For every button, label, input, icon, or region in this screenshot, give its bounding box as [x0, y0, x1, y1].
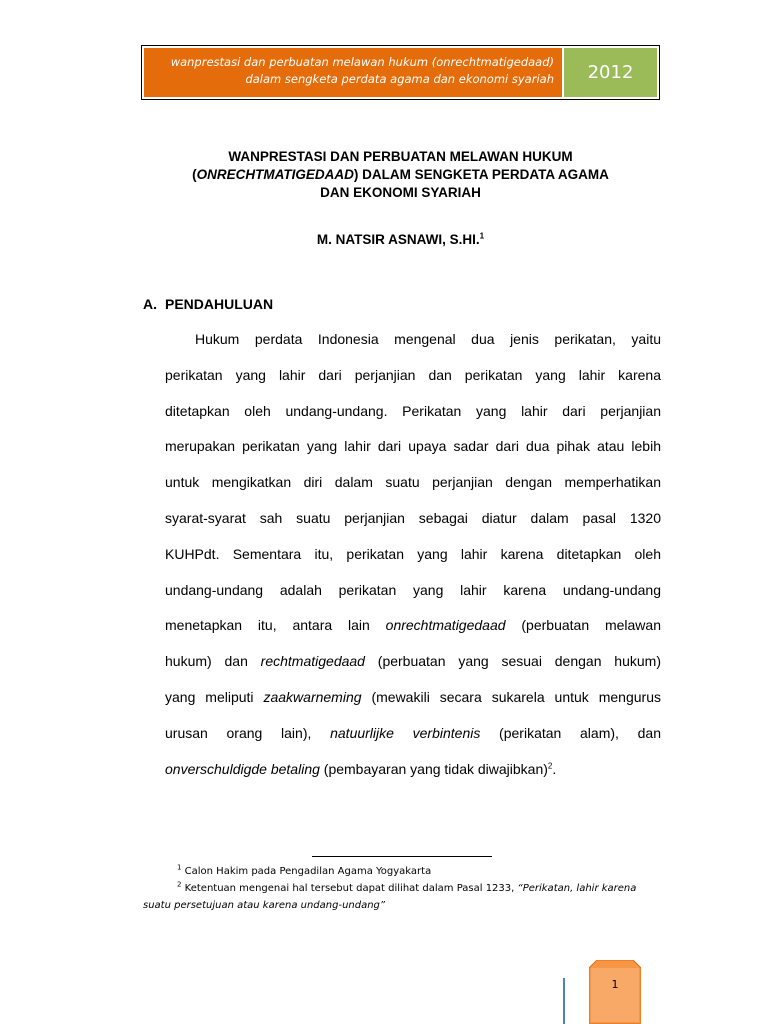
italic-term: natuurlijke verbintenis [330, 724, 481, 741]
footnote-2-ref: 2 [177, 880, 182, 889]
paragraph-line: Hukum perdata Indonesia mengenal dua jenis perikatan, yaitu [195, 331, 661, 347]
footnote-2 [143, 880, 662, 914]
author-footnote-ref[interactable]: 1 [479, 231, 485, 241]
title-line2-rest: ) DALAM SENGKETA PERDATA AGAMA [353, 167, 609, 182]
text: . [552, 760, 557, 777]
text: hukum) dan [165, 653, 261, 670]
running-title [144, 48, 562, 97]
paragraph-line [165, 644, 661, 680]
paragraph-line: undang-undang adalah perikatan yang lahir karena undang-undang [165, 581, 661, 598]
page-number-badge [589, 960, 641, 1024]
title-line3: DAN EKONOMI SYARIAH [320, 185, 481, 200]
footnote-1-text: Calon Hakim pada Pengadilan Agama Yogyakarta [184, 866, 432, 877]
text: urusan orang lain), [165, 724, 331, 741]
footnote-2-quote: “Perikatan, lahir karena suatu persetujuan atau karena undang-undang” [143, 883, 637, 911]
author-line [141, 232, 660, 247]
footnote-ref[interactable]: 2 [547, 760, 553, 770]
paragraph-line: KUHPdt. Sementara itu, perikatan yang lahir karena ditetapkan oleh [165, 545, 661, 562]
footnote-separator [312, 856, 492, 857]
text: (mewakili secara sukarela untuk mengurus [361, 688, 661, 705]
page-number: 1 [611, 978, 619, 991]
paragraph-line: syarat-syarat sah suatu perjanjian sebagai diatur dalam pasal 1320 [165, 509, 661, 526]
text: (perikatan alam), dan [480, 724, 661, 741]
document-title [141, 148, 660, 202]
page-badge-shape [589, 960, 641, 1024]
title-line1: WANPRESTASI DAN PERBUATAN MELAWAN HUKUM [228, 149, 573, 164]
italic-term: rechtmatigedaad [260, 653, 365, 670]
section-number: A. [143, 296, 157, 312]
running-title-line1: wanprestasi dan perbuatan melawan hukum (onrechtmatigedaad) [170, 55, 554, 69]
body-paragraph [165, 322, 661, 787]
text: menetapkan itu, antara lain [165, 617, 386, 634]
section-heading [143, 296, 273, 312]
text: (pembayaran yang tidak diwajibkan) [319, 760, 548, 777]
paragraph-line: perikatan yang lahir dari perjanjian dan perikatan yang lahir karena [165, 366, 661, 383]
paragraph-line [165, 716, 661, 752]
footnote-2-text: Ketentuan mengenai hal tersebut dapat dilihat dalam Pasal 1233, [184, 883, 518, 894]
paragraph-line: merupakan perikatan yang lahir dari upaya sadar dari dua pihak atau lebih [165, 438, 661, 455]
italic-term: zaakwarneming [263, 688, 362, 705]
paragraph-line: ditetapkan oleh undang-undang. Perikatan yang lahir dari perjanjian [165, 402, 661, 419]
text: (perbuatan melawan [505, 617, 661, 634]
footnote-1-ref: 1 [177, 863, 182, 872]
footnotes [143, 863, 662, 914]
paragraph-line [165, 752, 661, 788]
paragraph-line: untuk mengikatkan diri dalam suatu perjanjian dengan memperhatikan [165, 474, 661, 491]
page-margin-line [563, 978, 565, 1024]
title-italic-term: ONRECHTMATIGEDAAD [196, 167, 354, 182]
running-header [141, 45, 660, 100]
footnote-1 [143, 863, 662, 880]
italic-term: onrechtmatigedaad [385, 617, 506, 634]
year-badge: 2012 [564, 48, 657, 97]
title-paren: ( [192, 167, 197, 182]
paragraph-line [165, 680, 661, 716]
italic-term: onverschuldigde betaling [165, 760, 320, 777]
author-name: M. NATSIR ASNAWI, S.HI. [316, 232, 480, 247]
section-title: PENDAHULUAN [165, 296, 274, 312]
title-line2 [141, 166, 660, 184]
text: (perbuatan yang sesuai dengan hukum) [364, 653, 661, 670]
running-title-line2: dalam sengketa perdata agama dan ekonomi syariah [245, 72, 554, 86]
paragraph-line [165, 608, 661, 644]
text: yang meliputi [165, 688, 264, 705]
